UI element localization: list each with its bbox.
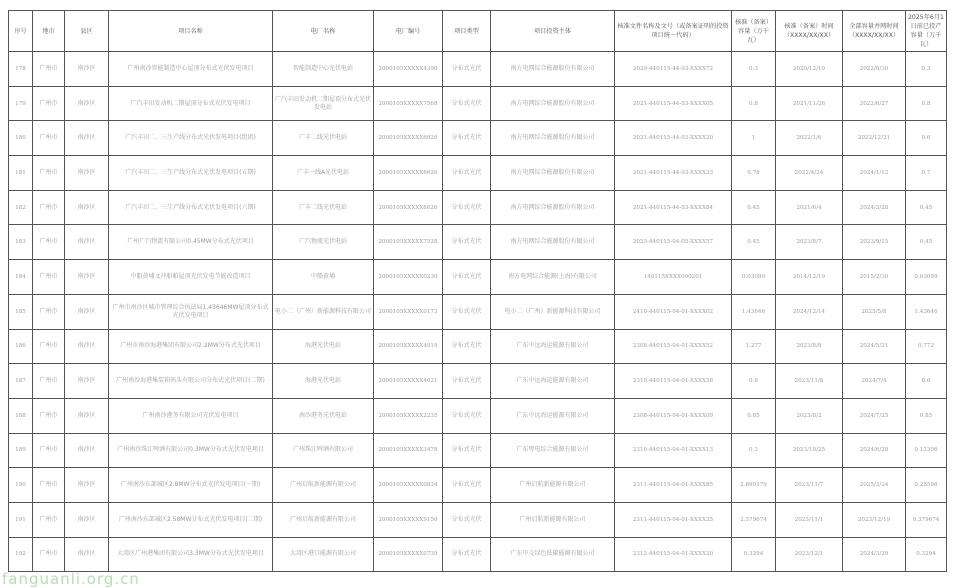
table-row <box>9 294 947 329</box>
cell-type: 分布式光伏 <box>443 468 491 503</box>
cell-code: 2021-440115-44-03-XXXX20 <box>615 121 732 156</box>
cell-code: 2311-440115-04-01-XXXX85 <box>615 468 732 503</box>
cell-capacity: 0.85 <box>732 398 776 433</box>
cell-plant-id: 2000105XXXXX9150 <box>374 502 443 537</box>
cell-project: 广州南沙东部城区2.58MW分布式光伏发电项目(二期) <box>109 502 273 537</box>
cell-project: 广汽丰田发动机二期屋顶分布式光伏发电项目 <box>109 86 273 121</box>
cell-plant: 智能制造中心光伏电站 <box>273 52 374 87</box>
cell-city: 广州市 <box>33 86 65 121</box>
cell-city: 广州市 <box>33 364 65 399</box>
cell-district: 南沙区 <box>65 294 109 329</box>
cell-city: 广州市 <box>33 398 65 433</box>
cell-district: 南沙区 <box>65 398 109 433</box>
cell-city: 广州市 <box>33 294 65 329</box>
cell-no: 190 <box>9 468 33 503</box>
cell-grid-date: 2023/9/15 <box>843 225 906 260</box>
cell-no: 184 <box>9 260 33 295</box>
table-header <box>9 11 947 52</box>
cell-code: 2021-440115-44-03-XXXX05 <box>615 86 732 121</box>
table-row <box>9 225 947 260</box>
cell-capacity: 1.277 <box>732 329 776 364</box>
cell-built-capacity: 0.45 <box>906 225 947 260</box>
cell-type: 分布式光伏 <box>443 121 491 156</box>
header-project: 项目名称 <box>109 11 273 52</box>
cell-plant: 中船黄埔 <box>273 260 374 295</box>
cell-project: 广州南沙珠江啤酒有限公司0.3MW分布式光伏发电项目 <box>109 433 273 468</box>
cell-plant: 广州启航新能源有限公司 <box>273 502 374 537</box>
table-row <box>9 329 947 364</box>
cell-type: 分布式光伏 <box>443 156 491 191</box>
cell-built-capacity: 0.772 <box>906 329 947 364</box>
cell-plant: 广州启航新能源有限公司 <box>273 468 374 503</box>
cell-no: 183 <box>9 225 33 260</box>
cell-grid-date: 2022/12/21 <box>843 121 906 156</box>
cell-project: 广汽丰田二、三生产线分布式光伏发电项目(六期) <box>109 190 273 225</box>
cell-capacity: 0.8 <box>732 86 776 121</box>
cell-code: 2021-440115-44-03-XXXX84 <box>615 190 732 225</box>
cell-built-capacity: 1.43646 <box>906 294 947 329</box>
cell-grid-date: 2025/3/24 <box>843 468 906 503</box>
cell-investor: 南方电网综合能源股份有限公司 <box>491 52 615 87</box>
cell-plant: 广汽物流光伏电站 <box>273 225 374 260</box>
cell-district: 南沙区 <box>65 121 109 156</box>
header-district: 县区 <box>65 11 109 52</box>
cell-city: 广州市 <box>33 156 65 191</box>
cell-district: 南沙区 <box>65 156 109 191</box>
cell-no: 192 <box>9 537 33 572</box>
cell-plant-id: 2000105XXXXX2235 <box>374 398 443 433</box>
cell-built-capacity: 0.85 <box>906 398 947 433</box>
cell-plant-id: 2000105XXXXX0173 <box>374 294 443 329</box>
cell-no: 191 <box>9 502 33 537</box>
cell-code: 2311-440115-04-01-XXXX35 <box>615 502 732 537</box>
cell-investor: 广东中交绿色低碳能源有限公司 <box>491 537 615 572</box>
cell-investor: 广东中远海运能源有限公司 <box>491 364 615 399</box>
cell-approve-date: 2020/12/10 <box>776 52 843 87</box>
table-row <box>9 52 947 87</box>
cell-built-capacity: 0.12306 <box>906 433 947 468</box>
cell-type: 分布式光伏 <box>443 225 491 260</box>
cell-approve-date: 2022/4/24 <box>776 156 843 191</box>
cell-investor: 广州启航新能源有限公司 <box>491 468 615 503</box>
header-plant-id: 电厂编号 <box>374 11 443 52</box>
cell-capacity: 1 <box>732 121 776 156</box>
cell-plant-id: 2000105XXXXX6626 <box>374 121 443 156</box>
cell-capacity: 2.890379 <box>732 468 776 503</box>
cell-project: 广汽丰田二、三生产线分布式光伏发电项目(五期) <box>109 156 273 191</box>
cell-grid-date: 2022/6/27 <box>843 86 906 121</box>
cell-project: 大湾区广州港集团有限公司3.3MW分布式光伏发电项目 <box>109 537 273 572</box>
cell-project: 中船黄埔文冲船舶屋顶光伏发电节能改造项目 <box>109 260 273 295</box>
cell-district: 南沙区 <box>65 502 109 537</box>
cell-built-capacity: 0.6 <box>906 364 947 399</box>
cell-built-capacity: 0.25598 <box>906 468 947 503</box>
cell-plant: 广丰二线光伏电站 <box>273 190 374 225</box>
cell-plant: 广汽丰田发动机二期屋顶分布式光伏发电站 <box>273 86 374 121</box>
header-type: 项目类型 <box>443 11 491 52</box>
cell-no: 185 <box>9 294 33 329</box>
cell-type: 分布式光伏 <box>443 433 491 468</box>
cell-investor: 电小二（广州）新能源科技有限公司 <box>491 294 615 329</box>
cell-project: 广州市南沙海港集团有限公司2.2MW分布式光伏项目 <box>109 329 273 364</box>
cell-code: 2020-440115-44-03-XXXX72 <box>615 52 732 87</box>
cell-plant-id: 2000105XXXXX4398 <box>374 52 443 87</box>
cell-capacity: 0.3 <box>732 52 776 87</box>
cell-capacity: 2.579674 <box>732 502 776 537</box>
table-row <box>9 398 947 433</box>
cell-built-capacity: 0.3 <box>906 52 947 87</box>
cell-project: 广州广汽物流有限公司0.45MW分布式光伏项目 <box>109 225 273 260</box>
cell-code: 2023-440115-04-05-XXXX57 <box>615 225 732 260</box>
table-row <box>9 502 947 537</box>
cell-approve-date: 2023/8/8 <box>776 329 843 364</box>
cell-district: 南沙区 <box>65 537 109 572</box>
table-row <box>9 121 947 156</box>
cell-code: 2308-440115-04-01-XXXX09 <box>615 398 732 433</box>
cell-investor: 广东中远海运能源有限公司 <box>491 398 615 433</box>
cell-no: 182 <box>9 190 33 225</box>
cell-investor: 广东中远海运能源有限公司 <box>491 329 615 364</box>
cell-no: 181 <box>9 156 33 191</box>
cell-type: 分布式光伏 <box>443 329 491 364</box>
cell-plant: 大湾区港口能源有限公司 <box>273 537 374 572</box>
cell-city: 广州市 <box>33 260 65 295</box>
cell-district: 南沙区 <box>65 260 109 295</box>
cell-project: 广州市南沙区城市管理综合执法局1.43646MW屋顶分布式光伏发电项目 <box>109 294 273 329</box>
cell-capacity: 0.03099 <box>732 260 776 295</box>
cell-capacity: 0.78 <box>732 156 776 191</box>
cell-plant-id: 2000105XXXXX4019 <box>374 329 443 364</box>
table-row <box>9 537 947 572</box>
cell-approve-date: 2021/11/26 <box>776 86 843 121</box>
cell-plant-id: 2000105XXXXX0230 <box>374 260 443 295</box>
cell-city: 广州市 <box>33 121 65 156</box>
cell-investor: 南方电网综合能源股份有限公司 <box>491 121 615 156</box>
cell-type: 分布式光伏 <box>443 398 491 433</box>
cell-grid-date: 2023/12/19 <box>843 502 906 537</box>
cell-built-capacity: 0.3294 <box>906 537 947 572</box>
cell-investor: 广东粤电综合能源有限公司 <box>491 433 615 468</box>
cell-no: 187 <box>9 364 33 399</box>
cell-project: 广州南沙港务有限公司光伏发电项目 <box>109 398 273 433</box>
cell-plant: 南沙港务光伏电站 <box>273 398 374 433</box>
cell-grid-date: 2024/1/12 <box>843 156 906 191</box>
cell-built-capacity: 0.45 <box>906 190 947 225</box>
cell-plant-id: 2000105XXXXX6626 <box>374 156 443 191</box>
cell-no: 179 <box>9 86 33 121</box>
cell-grid-date: 2024/3/29 <box>843 537 906 572</box>
cell-approve-date: 2021/6/4 <box>776 190 843 225</box>
header-capacity: 核准（备案）容量（万千瓦） <box>732 11 776 52</box>
cell-approve-date: 2023/10/25 <box>776 433 843 468</box>
header-city: 地市 <box>33 11 65 52</box>
cell-district: 南沙区 <box>65 225 109 260</box>
cell-capacity: 0.3294 <box>732 537 776 572</box>
cell-district: 南沙区 <box>65 52 109 87</box>
cell-grid-date: 2022/6/30 <box>843 52 906 87</box>
cell-district: 南沙区 <box>65 329 109 364</box>
cell-capacity: 0.45 <box>732 225 776 260</box>
cell-investor: 南方电网综合能源股份有限公司 <box>491 225 615 260</box>
header-plant: 电厂名称 <box>273 11 374 52</box>
cell-plant-id: 2000105XXXXX3478 <box>374 433 443 468</box>
cell-grid-date: 2024/7/4 <box>843 364 906 399</box>
cell-project: 广州南沙智能制造中心屋顶分布式光伏发电项目 <box>109 52 273 87</box>
cell-no: 188 <box>9 398 33 433</box>
cell-plant: 电小二（广州）新能源科技有限公司 <box>273 294 374 329</box>
cell-no: 178 <box>9 52 33 87</box>
cell-approve-date: 2024/12/14 <box>776 294 843 329</box>
cell-type: 分布式光伏 <box>443 502 491 537</box>
watermark: fanguanli.org.cn <box>2 570 140 588</box>
table-row <box>9 86 947 121</box>
cell-plant-id: 2000105XXXXX6626 <box>374 190 443 225</box>
cell-plant: 海港光伏电站 <box>273 329 374 364</box>
cell-code: 2310-440115-04-01-XXXX13 <box>615 433 732 468</box>
header-investor: 项目投资主体 <box>491 11 615 52</box>
cell-no: 180 <box>9 121 33 156</box>
cell-plant: 广州珠江啤酒有限公司 <box>273 433 374 468</box>
cell-district: 南沙区 <box>65 190 109 225</box>
cell-grid-date: 2025/5/8 <box>843 294 906 329</box>
cell-approve-date: 2023/11/8 <box>776 364 843 399</box>
cell-city: 广州市 <box>33 52 65 87</box>
header-code: 核准文件名称及文号（或备案证明的投资项目统一代码） <box>615 11 732 52</box>
cell-investor: 南方电网综合能源股份有限公司 <box>491 156 615 191</box>
cell-city: 广州市 <box>33 190 65 225</box>
cell-capacity: 0.45 <box>732 190 776 225</box>
cell-approve-date: 2023/12/1 <box>776 537 843 572</box>
cell-capacity: 0.6 <box>732 364 776 399</box>
cell-district: 南沙区 <box>65 364 109 399</box>
cell-plant: 广丰一线A光伏电站 <box>273 156 374 191</box>
cell-type: 分布式光伏 <box>443 190 491 225</box>
cell-city: 广州市 <box>33 433 65 468</box>
cell-plant: 海港光伏电站 <box>273 364 374 399</box>
table-row <box>9 156 947 191</box>
cell-no: 186 <box>9 329 33 364</box>
cell-code: 2312-440115-04-01-XXXX30 <box>615 537 732 572</box>
cell-investor: 广州启航新能源有限公司 <box>491 502 615 537</box>
cell-type: 分布式光伏 <box>443 260 491 295</box>
cell-code: 2310-440115-04-01-XXXX58 <box>615 364 732 399</box>
cell-grid-date: 2015/2/30 <box>843 260 906 295</box>
cell-approve-date: 2023/11/1 <box>776 502 843 537</box>
table-body <box>9 52 947 572</box>
cell-investor: 南方电网综合能源(上海)有限公司 <box>491 260 615 295</box>
cell-district: 南沙区 <box>65 468 109 503</box>
cell-capacity: 0.3 <box>732 433 776 468</box>
cell-type: 分布式光伏 <box>443 364 491 399</box>
cell-plant-id: 2000105XXXXX7568 <box>374 86 443 121</box>
cell-approve-date: 2023/8/2 <box>776 398 843 433</box>
cell-grid-date: 2024/5/21 <box>843 329 906 364</box>
table-row <box>9 260 947 295</box>
cell-built-capacity: 0.8 <box>906 86 947 121</box>
capacity-table <box>8 10 947 572</box>
cell-grid-date: 2024/7/25 <box>843 398 906 433</box>
header-built-capacity: 2025年6月1日前已投产容量（万千瓦） <box>906 11 947 52</box>
cell-city: 广州市 <box>33 225 65 260</box>
cell-plant-id: 2000105XXXXX0834 <box>374 468 443 503</box>
cell-type: 分布式光伏 <box>443 294 491 329</box>
cell-approve-date: 2022/1/6 <box>776 121 843 156</box>
cell-plant-id: 2000105XXXXX7538 <box>374 225 443 260</box>
table-row <box>9 468 947 503</box>
cell-project: 广州南沙东部城区2.8MW分布式光伏发电项目(一期) <box>109 468 273 503</box>
cell-city: 广州市 <box>33 468 65 503</box>
header-no: 序号 <box>9 11 33 52</box>
cell-built-capacity: 0.7 <box>906 156 947 191</box>
cell-plant-id: 2000105XXXXX0739 <box>374 537 443 572</box>
cell-plant: 广丰二线光伏电站 <box>273 121 374 156</box>
cell-district: 南沙区 <box>65 86 109 121</box>
table-row <box>9 190 947 225</box>
cell-city: 广州市 <box>33 502 65 537</box>
cell-capacity: 1.43646 <box>732 294 776 329</box>
cell-type: 分布式光伏 <box>443 537 491 572</box>
cell-code: 140115XXXX000201 <box>615 260 732 295</box>
cell-built-capacity: 0.379674 <box>906 502 947 537</box>
cell-city: 广州市 <box>33 329 65 364</box>
cell-code: 2021-440115-44-03-XXXX23 <box>615 156 732 191</box>
cell-project: 广州南沙海港集装箱码头有限公司分布式光伏项目(二期) <box>109 364 273 399</box>
cell-type: 分布式光伏 <box>443 52 491 87</box>
cell-city: 广州市 <box>33 537 65 572</box>
cell-plant-id: 2000105XXXXX4021 <box>374 364 443 399</box>
cell-approve-date: 2014/12/19 <box>776 260 843 295</box>
cell-project: 广汽丰田二、三生产线分布式光伏发电项目(组团) <box>109 121 273 156</box>
cell-grid-date: 2024/3/28 <box>843 190 906 225</box>
table-row <box>9 433 947 468</box>
cell-type: 分布式光伏 <box>443 86 491 121</box>
cell-code: 2308-440115-04-01-XXXX52 <box>615 329 732 364</box>
cell-investor: 南方电网综合能源股份有限公司 <box>491 86 615 121</box>
cell-district: 南沙区 <box>65 433 109 468</box>
cell-built-capacity: 0.03099 <box>906 260 947 295</box>
header-grid-date: 全部容量并网时间（XXXX/XX/XX） <box>843 11 906 52</box>
cell-approve-date: 2023/11/7 <box>776 468 843 503</box>
cell-grid-date: 2024/6/28 <box>843 433 906 468</box>
cell-code: 2410-440115-04-01-XXXX02 <box>615 294 732 329</box>
header-approve-date: 核准（备案）时间（XXXX/XX/XX） <box>776 11 843 52</box>
cell-built-capacity: 0.6 <box>906 121 947 156</box>
table-row <box>9 364 947 399</box>
cell-no: 189 <box>9 433 33 468</box>
cell-approve-date: 2023/8/7 <box>776 225 843 260</box>
cell-investor: 南方电网综合能源股份有限公司 <box>491 190 615 225</box>
